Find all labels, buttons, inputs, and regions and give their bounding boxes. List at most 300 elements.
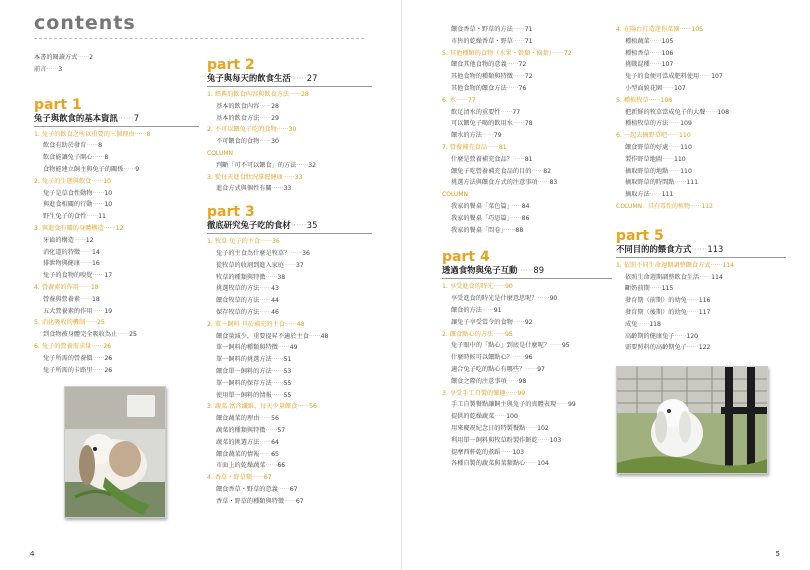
entry-dots: ······ (550, 342, 562, 350)
entry-dots: ······ (649, 191, 662, 199)
entry-page: 29 (271, 114, 279, 122)
toc-chapter-entry (616, 260, 786, 272)
entry-page: 55 (283, 379, 292, 387)
entry-title: 從牧草的收割到進入家庭 (216, 261, 285, 269)
toc-chapter-entry (442, 281, 612, 293)
entry-dots: ······ (259, 450, 272, 458)
entry-page: 55 (283, 391, 292, 399)
part2-label: part 2 (207, 57, 255, 73)
entry-dots: ······ (668, 143, 681, 151)
entry-page: 105 (661, 37, 674, 45)
entry-page: 72 (524, 73, 533, 81)
toc-chapter-entry (207, 319, 372, 331)
entry-dots: ······ (506, 84, 519, 92)
toc-entry (207, 295, 372, 307)
entry-page: 77 (467, 96, 476, 104)
toc-chapter-entry (207, 401, 372, 413)
entry-page: 112 (701, 202, 713, 210)
part5-title-dots: ······ (691, 243, 708, 254)
toc-entry (34, 52, 199, 64)
toc-entry (442, 71, 612, 83)
entry-dots: ······ (80, 295, 92, 303)
entry-page: 28 (271, 102, 279, 110)
entry-title: 前言 (34, 65, 47, 73)
entry-dots: ······ (699, 73, 712, 81)
toc-entry (207, 413, 372, 425)
entry-page: 105 (691, 26, 704, 33)
entry-title: 兔子所需的卡路里 (43, 366, 93, 374)
entry-dots: ······ (92, 189, 105, 197)
part1-title-text: 兔子與飲食的基本資訊 (34, 112, 118, 123)
entry-page: 100 (506, 413, 518, 421)
toc-entry (207, 342, 372, 354)
entry-title: 兔子是草食性動物 (43, 189, 93, 197)
toc-entry (616, 283, 786, 295)
entry-dots: ······ (80, 260, 92, 268)
toc-chapter-entry (207, 236, 372, 248)
toc-column-entry (616, 201, 786, 213)
entry-dots: ······ (259, 285, 272, 293)
toc-chapter-entry (442, 142, 612, 154)
entry-dots: ······ (512, 37, 525, 45)
entry-title: 市售的乾燥香草・野草 (451, 37, 513, 45)
toc-chapter-entry (34, 223, 199, 235)
toc-entry (207, 260, 372, 272)
entry-page: 25 (97, 319, 105, 327)
entry-page: 110 (673, 155, 686, 163)
entry-title: 兔子所需的營養價 (43, 354, 93, 362)
entry-page: 120 (686, 332, 699, 340)
toc-entry (442, 225, 612, 237)
entry-dots: ······ (252, 474, 264, 482)
toc-entry (442, 458, 612, 470)
entry-page: 49 (289, 344, 298, 352)
entry-title: 需要照料的高齡期兔子 (625, 344, 687, 352)
entry-title: 摘取方法 (625, 191, 650, 199)
entry-dots: ······ (493, 330, 505, 338)
entry-page: 37 (295, 261, 304, 269)
entry-title: 2. 兔子的生態與飲食 (34, 177, 92, 185)
entry-title: 6. 水 (442, 96, 457, 104)
toc-entry (34, 258, 199, 270)
entry-dots: ······ (259, 308, 272, 316)
entry-dots: ······ (649, 37, 662, 45)
entry-dots: ······ (668, 167, 681, 175)
entry-title: 種植蔬菜 (625, 37, 650, 45)
toc-entry (616, 272, 786, 284)
entry-dots: ······ (487, 143, 499, 151)
entry-title: 種植牧草的方法 (625, 120, 669, 128)
entry-title: 進食方式與個性有關 (216, 185, 272, 193)
entry-page: 25 (129, 331, 137, 339)
toc-entry (442, 435, 612, 447)
entry-dots: ······ (259, 102, 272, 110)
toc-chapter-entry (207, 89, 372, 101)
entry-title: 6. 一起去摘野草吧 (616, 132, 668, 140)
entry-dots: ······ (556, 401, 568, 409)
entry-dots: ······ (260, 238, 272, 246)
entry-dots: ······ (284, 320, 297, 328)
entry-dots: ······ (265, 273, 278, 281)
entry-dots: ······ (277, 485, 290, 493)
entry-page: 96 (524, 354, 533, 362)
entry-title: 各種自製的蔬菜與菜類點心 (451, 460, 526, 468)
toc-entry (616, 142, 786, 154)
toc-column-1 (34, 52, 199, 518)
entry-page: 103 (549, 436, 562, 444)
entry-title: 兔子的食物的嗅覺 (43, 272, 93, 280)
page-number-left: 4 (30, 550, 35, 558)
entry-title: 飲食有助於發育 (43, 142, 87, 150)
entry-dots: ······ (117, 331, 130, 339)
entry-dots: ······ (259, 114, 272, 122)
entry-dots: ······ (662, 84, 674, 92)
entry-page: 110 (680, 167, 692, 175)
entry-page: 2 (89, 54, 94, 61)
toc-chapter-entry (616, 95, 786, 107)
entry-title: 摘取野草的地點 (625, 167, 669, 175)
entry-title: 飲足清水的重要性 (451, 108, 501, 116)
entry-dots: ······ (271, 367, 284, 375)
entry-page: 10 (104, 201, 113, 209)
entry-dots: ······ (92, 201, 105, 209)
entry-title: COLUMN (207, 149, 234, 157)
entry-dots: ······ (284, 261, 296, 269)
entry-page: 44 (271, 297, 279, 305)
part1-label: part 1 (34, 96, 82, 113)
entry-dots: ······ (86, 213, 99, 221)
toc-entry (616, 331, 786, 343)
entry-page: 46 (271, 308, 279, 316)
entry-dots: ······ (512, 318, 525, 326)
col4-entries (616, 24, 786, 213)
rabbit-photo-left (64, 386, 166, 518)
entry-dots: ······ (699, 273, 712, 281)
entry-title: 我家的餐桌「巧思篇」 (451, 214, 510, 222)
entry-page: 8 (146, 130, 151, 138)
part2-title (207, 73, 372, 87)
entry-title: COLUMN 具有毒性的植物 (616, 202, 691, 210)
entry-title: 4. 香草・野草類 (207, 474, 252, 482)
entry-page: 81 (498, 143, 507, 151)
entry-page: 107 (711, 73, 723, 81)
entry-dots: ······ (92, 154, 105, 162)
entry-page: 118 (649, 320, 661, 328)
entry-page: 102 (537, 424, 549, 432)
toc-entry (207, 366, 372, 378)
entry-page: 57 (277, 426, 286, 434)
part3-title-text: 徹底研究兔子吃的食材 (207, 220, 291, 231)
toc-chapter-entry (34, 317, 199, 329)
toc-entry (34, 199, 199, 211)
entry-page: 26 (104, 354, 113, 362)
part1-entries (34, 129, 199, 377)
entry-page: 107 (661, 61, 674, 69)
entry-title: 餵食牧草的方法 (216, 297, 260, 305)
entry-title: 野生兔子的食性 (43, 213, 87, 221)
entry-title: 6. 兔子的營養需求量 (34, 342, 92, 350)
part5-label: part 5 (616, 227, 664, 244)
entry-page: 26 (103, 342, 112, 350)
entry-title: 蔬菜的挑選方法 (216, 438, 260, 446)
entry-page: 32 (308, 161, 317, 169)
intro-list (34, 52, 199, 76)
entry-title: 提摩西軒乾的煮蹈 (451, 448, 501, 456)
entry-page: 56 (309, 403, 317, 411)
entry-dots: ······ (668, 120, 681, 128)
entry-dots: ······ (505, 389, 518, 397)
entry-dots: ······ (525, 365, 538, 373)
toc-entry (442, 118, 612, 130)
toc-entry (616, 166, 786, 178)
part3-label: part 3 (207, 204, 255, 221)
toc-entry (207, 183, 372, 195)
part4-title-dots: ······ (517, 265, 534, 276)
entry-page: 92 (524, 318, 533, 326)
entry-dots: ······ (506, 61, 519, 69)
entry-dots: ······ (271, 356, 284, 364)
entry-dots: ······ (297, 403, 310, 411)
entry-page: 79 (493, 132, 502, 140)
entry-title: 餵食蔬菜的理由 (216, 415, 260, 423)
entry-page: 51 (283, 356, 292, 364)
entry-page: 106 (661, 49, 674, 57)
entry-dots: ······ (456, 96, 468, 104)
entry-title: 5. 消化吸收的機制 (34, 319, 86, 327)
entry-page: 67 (263, 474, 272, 482)
entry-dots: ······ (289, 91, 301, 98)
toc-entry (34, 140, 199, 152)
entry-page: 88 (515, 226, 524, 234)
entry-dots: ······ (667, 132, 679, 140)
entry-dots: ······ (284, 497, 296, 505)
entry-page: 66 (277, 462, 286, 470)
entry-title: 餵食量減少，重要提昇不適於主食 (216, 332, 309, 340)
entry-title: 高齡期的健康兔子 (625, 332, 675, 340)
entry-page: 19 (104, 307, 113, 315)
entry-title: 基本的飲食方法 (216, 114, 260, 122)
entry-title: 餵食其他食物的意義 (451, 61, 507, 69)
entry-dots: ······ (282, 173, 295, 181)
entry-page: 109 (680, 120, 692, 128)
toc-entry (616, 59, 786, 71)
toc-entry (616, 36, 786, 48)
entry-dots: ······ (481, 306, 494, 314)
entry-page: 114 (711, 273, 723, 281)
part5-section (616, 229, 786, 354)
toc-entry (616, 154, 786, 166)
entry-page: 104 (537, 460, 549, 468)
entry-title: 餵兔子吃營養補充食品的目的 (451, 167, 532, 175)
entry-dots: ······ (290, 249, 303, 257)
entry-title: 判斷「可不可以餵食」的方法 (216, 161, 297, 169)
entry-dots: ······ (649, 61, 662, 69)
rabbit-eating-photo (65, 387, 165, 517)
entry-title: 把新鮮的牧草當成兔子的大餐 (625, 108, 706, 116)
entry-page: 110 (679, 132, 691, 140)
entry-title: 單一飼料的挑選方法 (216, 356, 272, 364)
entry-title: 2. 餵食點心的方法 (442, 330, 494, 338)
entry-page: 71 (524, 37, 533, 45)
toc-entry (442, 364, 612, 376)
entry-dots: ······ (648, 96, 661, 104)
toc-entry (442, 201, 612, 213)
entry-title: 蔬菜的種類與特徵 (216, 426, 266, 434)
toc-chapter-entry (442, 329, 612, 341)
entry-title: 用來慶祝紀念日的特製餐點 (451, 424, 526, 432)
toc-entry (616, 342, 786, 354)
part3-section (207, 205, 372, 507)
entry-dots: ······ (686, 297, 699, 305)
toc-entry (442, 213, 612, 225)
entry-title: 1. 享受進食的時光 (442, 283, 494, 291)
title-divider (34, 38, 364, 39)
entry-title: 牧草的種類與特徵 (216, 273, 266, 281)
toc-entry (207, 101, 372, 113)
entry-page: 115 (661, 285, 674, 293)
toc-entry (616, 107, 786, 119)
entry-page: 76 (518, 84, 527, 92)
entry-dots: ······ (92, 366, 105, 374)
entry-dots: ······ (500, 108, 513, 116)
entry-dots: ······ (649, 49, 662, 57)
entry-page: 99 (517, 389, 526, 397)
entry-page: 86 (521, 214, 530, 222)
entry-page: 48 (296, 320, 305, 328)
entry-dots: ······ (80, 248, 92, 256)
entry-page: 56 (271, 415, 279, 423)
entry-page: 36 (302, 249, 310, 257)
toc-column-3 (442, 24, 612, 470)
toc-entry (442, 59, 612, 71)
toc-entry (34, 64, 199, 76)
toc-chapter-entry (207, 172, 372, 184)
entry-page: 108 (717, 108, 730, 116)
entry-title: 5. 其他種類的食物（水果・穀類・樹葉） (442, 49, 552, 57)
entry-dots: ······ (637, 320, 650, 328)
entry-dots: ······ (86, 142, 99, 150)
entry-dots: ······ (649, 285, 662, 293)
entry-title: 5. 種植牧草 (616, 96, 649, 104)
entry-dots: ······ (686, 344, 699, 352)
toc-entry (442, 166, 612, 178)
entry-title: 2. 單一飼料 具於補充的主食 (207, 320, 285, 328)
entry-dots: ······ (509, 214, 522, 222)
entry-dots: ······ (308, 332, 321, 340)
entry-title: 成兔 (625, 320, 638, 328)
entry-title: 其他食物的種類與特徵 (451, 73, 513, 81)
entry-dots: ······ (271, 379, 284, 387)
entry-dots: ······ (259, 297, 272, 305)
entry-dots: ······ (525, 424, 538, 432)
toc-entry (207, 496, 372, 508)
rabbit-photo-right (616, 366, 768, 474)
entry-page: 36 (271, 238, 280, 246)
entry-page: 77 (512, 108, 521, 116)
entry-page: 8 (104, 154, 109, 162)
entry-title: 餵水的方法 (451, 132, 482, 140)
toc-chapter-entry (616, 130, 786, 142)
entry-title: 3. 蔬菜 富含纖維，每天少量餵食 (207, 403, 298, 411)
entry-page: 122 (698, 344, 711, 352)
entry-dots: ······ (500, 448, 513, 456)
entry-title: 消化道的特徵 (43, 248, 81, 256)
entry-dots: ······ (493, 283, 505, 291)
toc-entry (34, 306, 199, 318)
entry-dots: ······ (690, 202, 702, 210)
entry-dots: ······ (134, 130, 147, 138)
toc-chapter-entry (442, 95, 612, 107)
part2-title-dots: ······ (290, 73, 307, 83)
entry-dots: ······ (506, 377, 519, 385)
toc-chapter-entry (616, 24, 786, 36)
entry-dots: ······ (265, 462, 278, 470)
part4-title-text: 透過食物與兔子互動 (442, 265, 518, 276)
toc-chapter-entry (34, 341, 199, 353)
entry-page: 110 (680, 143, 692, 151)
col3-entries (442, 24, 612, 236)
toc-entry (207, 307, 372, 319)
entry-dots: ······ (259, 438, 272, 446)
toc-column-entry (207, 148, 372, 160)
toc-entry (34, 235, 199, 247)
toc-entry (442, 352, 612, 364)
toc-chapter-entry (34, 282, 199, 294)
toc-entry (442, 305, 612, 317)
entry-title: 我家的餐桌「菜色篇」 (451, 202, 510, 210)
entry-title: 使用單一飼料的情報 (216, 391, 272, 399)
entry-dots: ······ (85, 319, 97, 327)
toc-entry (442, 411, 612, 423)
toc-entry (442, 293, 612, 305)
toc-entry (207, 390, 372, 402)
entry-title: 種植香草 (625, 49, 650, 57)
entry-dots: ······ (537, 295, 550, 303)
entry-page: 67 (289, 485, 298, 493)
entry-title: 基本的飲食內容 (216, 102, 260, 110)
part4-entries (442, 281, 612, 470)
entry-dots: ······ (92, 307, 105, 315)
entry-page: 9 (135, 165, 140, 173)
entry-page: 71 (524, 26, 533, 33)
toc-entry (34, 353, 199, 365)
entry-dots: ······ (512, 155, 525, 163)
entry-page: 33 (294, 173, 303, 181)
part2-title-text: 兔子與每天的飲食生活 (207, 73, 291, 83)
toc-chapter-entry (34, 129, 199, 141)
toc-entry (207, 484, 372, 496)
entry-dots: ······ (271, 391, 284, 399)
entry-dots: ······ (276, 126, 289, 134)
entry-dots: ······ (277, 344, 290, 352)
part3-title (207, 220, 372, 234)
entry-page: 48 (320, 332, 329, 340)
toc-entry (207, 425, 372, 437)
entry-title: 牙齒的構造 (43, 236, 74, 244)
entry-page: 17 (104, 272, 113, 280)
entry-dots: ······ (77, 54, 90, 61)
entry-dots: ······ (531, 167, 544, 175)
toc-entry (442, 83, 612, 95)
entry-page: 67 (295, 497, 304, 505)
entry-page: 18 (91, 295, 100, 303)
entry-page: 103 (512, 448, 525, 456)
toc-entry (34, 152, 199, 164)
entry-page: 95 (505, 330, 513, 338)
part3-title-dots: ······ (290, 220, 307, 231)
entry-title: 單一飼料的種類與特徵 (216, 344, 278, 352)
toc-entry (34, 164, 199, 176)
